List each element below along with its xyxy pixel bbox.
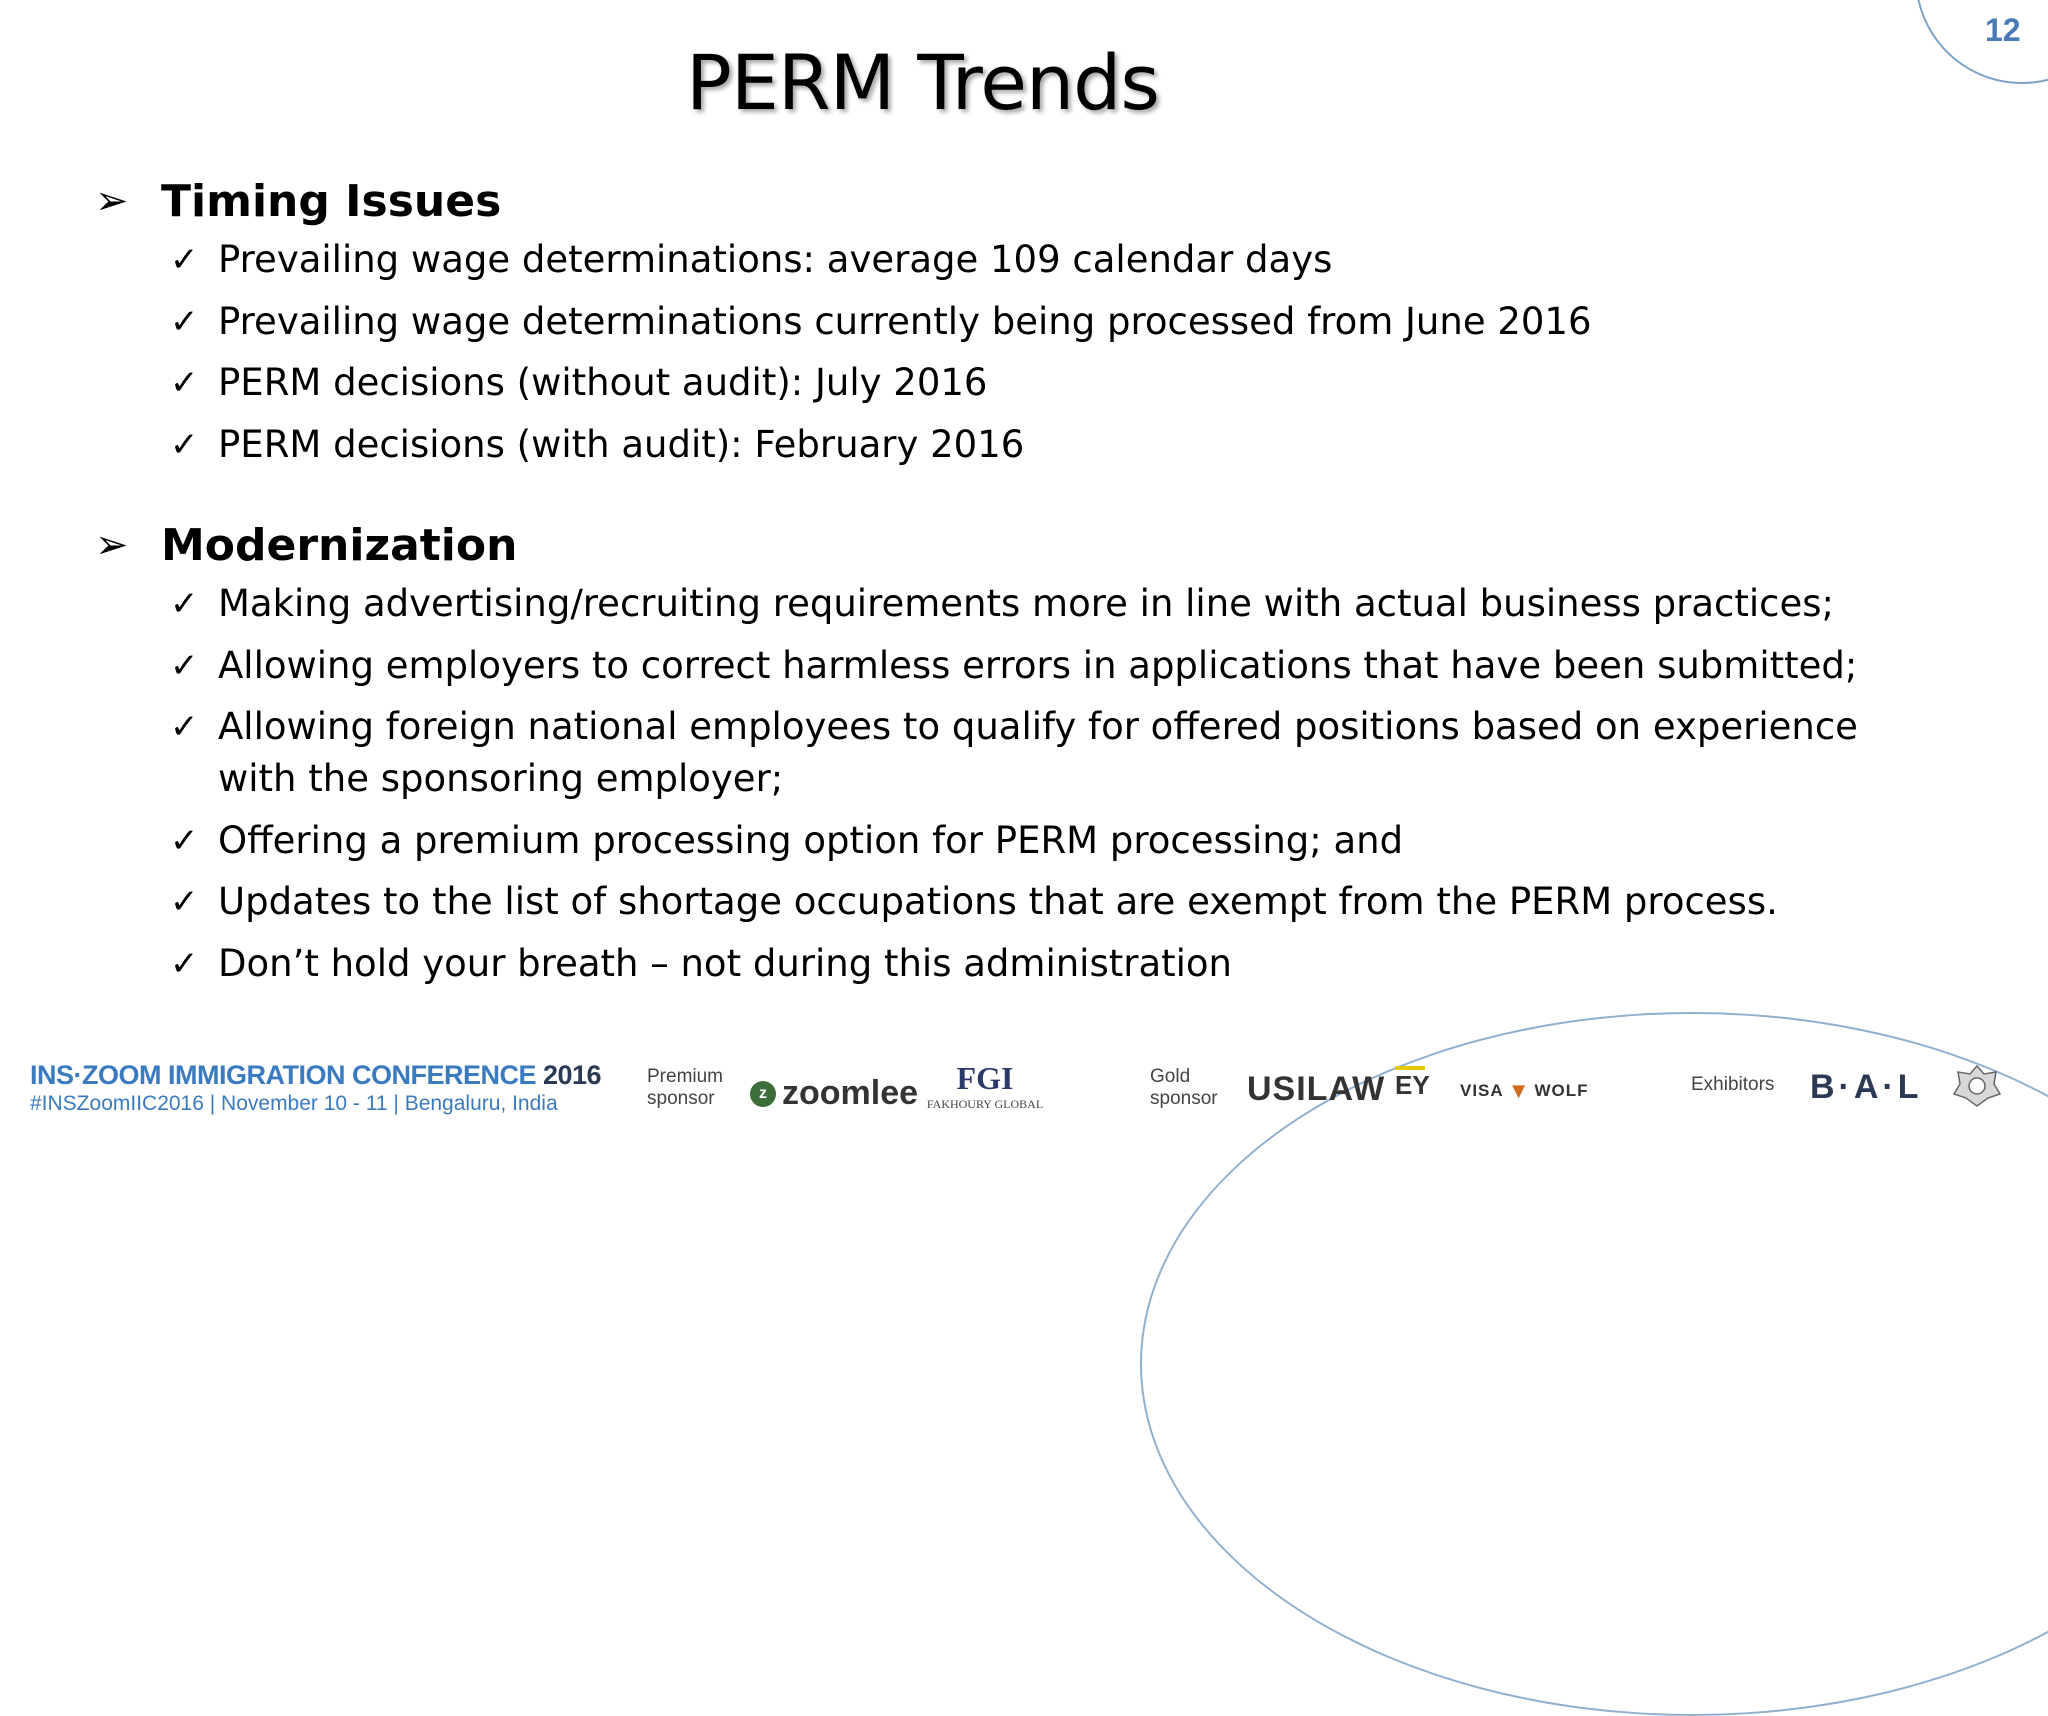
checkmark-icon: ✓ [170, 707, 199, 747]
list-item: ✓ PERM decisions (with audit): February 2016 [95, 419, 1908, 471]
fakhoury-global-logo: FGI FAKHOURY GLOBAL [926, 1060, 1044, 1111]
list-item: ✓ Allowing employers to correct harmless errors in applications that have been submitted; [95, 640, 1908, 692]
list-item: ✓ PERM decisions (without audit): July 2016 [95, 357, 1908, 409]
gold-sponsor-label: Gold sponsor [1150, 1066, 1218, 1109]
list-item: ✓ Allowing foreign national employees to qualify for offered positions based on experience with the sponsoring employer; [95, 701, 1908, 805]
checkmark-icon: ✓ [170, 301, 199, 342]
list-item: ✓ Making advertising/recruiting requirements more in line with actual business practices; [95, 578, 1908, 630]
bal-logo: B·A·L [1810, 1068, 1923, 1106]
conference-title: INS·ZOOM IMMIGRATION CONFERENCE 2016 [30, 1060, 602, 1090]
checkmark-icon: ✓ [170, 363, 199, 403]
exhibitors-label: Exhibitors [1691, 1074, 1775, 1095]
section-timing-issues [95, 173, 1908, 480]
footer-sponsors [0, 1040, 2048, 1152]
zoomlee-icon: z [750, 1081, 776, 1107]
section-heading: Modernization [161, 519, 518, 571]
checkmark-icon: ✓ [170, 424, 199, 465]
list-item: ✓ Prevailing wage determinations currently being processed from June 2016 [95, 296, 1908, 348]
section-modernization [95, 517, 1908, 999]
crest-icon [1950, 1062, 2004, 1110]
checkmark-icon: ✓ [170, 584, 199, 624]
checkmark-icon: ✓ [170, 820, 199, 861]
visawolf-logo: VISA ▼ WOLF [1460, 1078, 1589, 1103]
list-item: ✓ Don’t hold your breath – not during this administration [95, 938, 1908, 990]
conference-subtitle: #INSZoomIIC2016 | November 10 - 11 | Bengaluru, India [30, 1092, 558, 1115]
wolf-icon: ▼ [1507, 1078, 1531, 1103]
arrow-bullet-icon: ➢ [95, 523, 129, 567]
list-item: ✓ Updates to the list of shortage occupations that are exempt from the PERM process. [95, 876, 1908, 928]
ey-logo: EY [1395, 1068, 1430, 1101]
checkmark-icon: ✓ [170, 882, 199, 922]
list-item: ✓ Offering a premium processing option for PERM processing; and [95, 815, 1908, 867]
premium-sponsor-label: Premium sponsor [647, 1066, 724, 1109]
zoomlee-logo: z zoomlee [750, 1074, 918, 1113]
checkmark-icon: ✓ [170, 240, 199, 280]
page-number-circle [1915, 0, 2048, 84]
list-item: ✓ Prevailing wage determinations: average 109 calendar days [95, 234, 1908, 286]
checkmark-icon: ✓ [170, 943, 199, 984]
arrow-bullet-icon: ➢ [95, 179, 129, 223]
page-number: 12 [1985, 12, 2021, 48]
checkmark-icon: ✓ [170, 645, 199, 686]
usilaw-logo: USILAW [1247, 1070, 1386, 1108]
section-heading: Timing Issues [161, 175, 502, 227]
slide-title: PERM Trends [686, 38, 1159, 127]
